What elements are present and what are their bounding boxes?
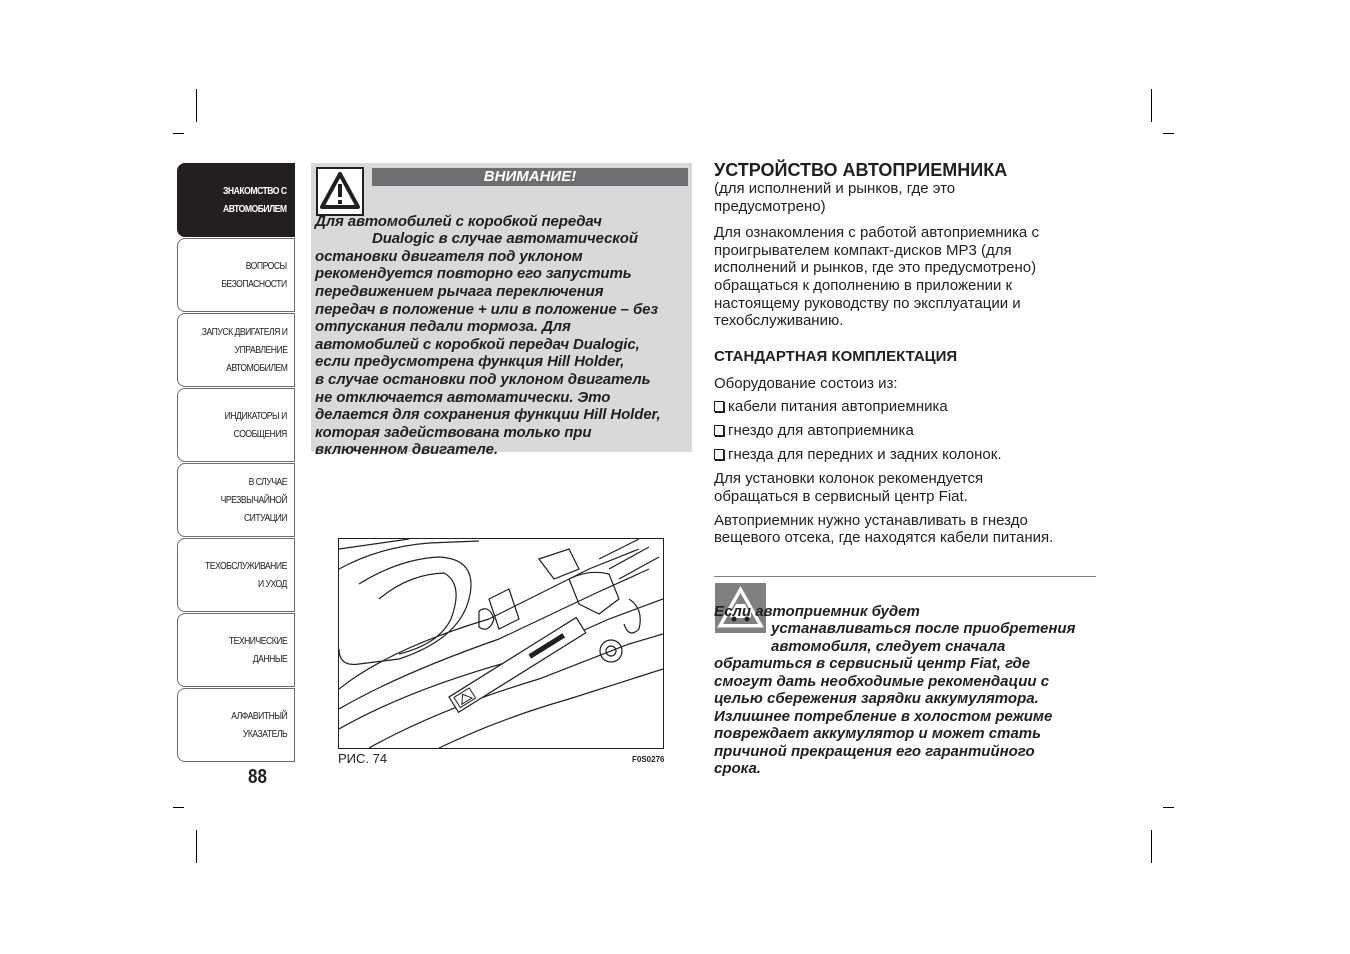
figure-radio-compartment [338, 538, 664, 749]
battery-note [714, 576, 1096, 777]
list-item [714, 398, 1098, 416]
tab-label: ИНДИКАТОРЫ И СООБЩЕНИЯ [224, 410, 287, 440]
tab-maintenance[interactable] [177, 538, 295, 612]
crop-mark [1151, 89, 1152, 122]
warning-header: ВНИМАНИЕ! [372, 168, 688, 186]
crop-mark [1151, 830, 1152, 863]
list-item [714, 446, 1098, 464]
crop-mark [196, 830, 197, 863]
page-number: 88 [248, 766, 267, 788]
checkbox-bullet-icon [714, 449, 724, 460]
subsection-title: СТАНДАРТНАЯ КОМПЛЕКТАЦИЯ [714, 347, 958, 365]
tab-label: ТЕХОБСЛУЖИВАНИЕ И УХОД [205, 560, 287, 590]
equipment-intro: Оборудование состоиз из: [714, 374, 898, 392]
tab-getting-to-know[interactable] [177, 163, 295, 237]
list-item-text: кабели питания автоприемника [728, 398, 948, 416]
warning-body: Для автомобилей с коробкой передач Dualogic в случае автоматической остановки двигателя под уклоном рекомендуется повторно его запустить передвижением рычага переключения передач в положение + или в положение – без отпускания педали тормоза. Для автомобилей с коробкой передач Dualogic, если предусмотрена функция Hill Holder, в случае остановки под уклоном двигатель не отключается автоматически. Это делается для сохранения функции Hill Holder, которая задействована только при включенном двигателе. [315, 212, 661, 459]
tab-label: ВОПРОСЫ БЕЗОПАСНОСТИ [221, 260, 287, 290]
tab-index[interactable] [177, 688, 295, 762]
warning-text [315, 195, 691, 459]
figure-caption: РИС. 74 [338, 751, 388, 766]
list-item-text: гнездо для автоприемника [728, 422, 914, 440]
crop-mark [173, 807, 184, 808]
tab-safety[interactable] [177, 238, 295, 312]
car-interior-illustration [339, 539, 663, 748]
figure-code: F0S0276 [632, 755, 665, 764]
tab-label: ТЕХНИЧЕСКИЕ ДАННЫЕ [228, 635, 287, 665]
list-item [714, 422, 1098, 440]
checkbox-bullet-icon [714, 425, 724, 436]
section-subtitle: (для исполнений и рынков, где это предусмотрено) [714, 180, 956, 215]
tab-label: ЗНАКОМСТВО С АВТОМОБИЛЕМ [223, 185, 287, 215]
tab-label: АЛФАВИТНЫЙ УКАЗАТЕЛЬ [231, 710, 287, 740]
warning-box [311, 163, 692, 459]
section-title: УСТРОЙСТВО АВТОПРИЕМНИКА [714, 160, 1008, 180]
crop-mark [196, 89, 197, 122]
radio-section [714, 160, 1098, 547]
speakers-paragraph: Для установки колонок рекомендуется обращаться в сервисный центр Fiat. [714, 470, 984, 505]
tab-label: В СЛУЧАЕ ЧРЕЗВЫЧАЙНОЙ СИТУАЦИИ [220, 476, 287, 524]
crop-mark [1163, 807, 1174, 808]
list-item-text: гнезда для передних и задних колонок. [728, 446, 1002, 464]
tab-starting-and-driving[interactable] [177, 313, 295, 387]
crop-mark [173, 133, 184, 134]
tab-label: ЗАПУСК ДВИГАТЕЛЯ И УПРАВЛЕНИЕ АВТОМОБИЛЕМ [201, 326, 287, 374]
tab-indicators[interactable] [177, 388, 295, 462]
crop-mark [1163, 133, 1174, 134]
checkbox-bullet-icon [714, 401, 724, 412]
note-text [714, 585, 1096, 778]
install-paragraph: Автоприемник нужно устанавливать в гнездо вещевого отсека, где находятся кабели питания. [714, 511, 1054, 547]
tab-technical-data[interactable] [177, 613, 295, 687]
intro-paragraph: Для ознакомления с работой автоприемника с проигрывателем компакт-дисков MP3 (для исполнений и рынков, где это предусмотрено) обращаться к дополнению в приложении к настоящему руководству по эксплуатации и техобслуживанию. [714, 224, 1039, 330]
tab-emergency[interactable] [177, 463, 295, 537]
note-body: Если автоприемник будет устанавливаться после приобретения автомобиля, следует сначала обратиться в сервисный центр Fiat, где смогут дать необходимые рекомендации с целью сбережения зарядки аккумулятора. Излишнее потребление в холостом режиме повреждает аккумулятор и может стать причиной прекращения его гарантийного срока. [714, 602, 1076, 777]
